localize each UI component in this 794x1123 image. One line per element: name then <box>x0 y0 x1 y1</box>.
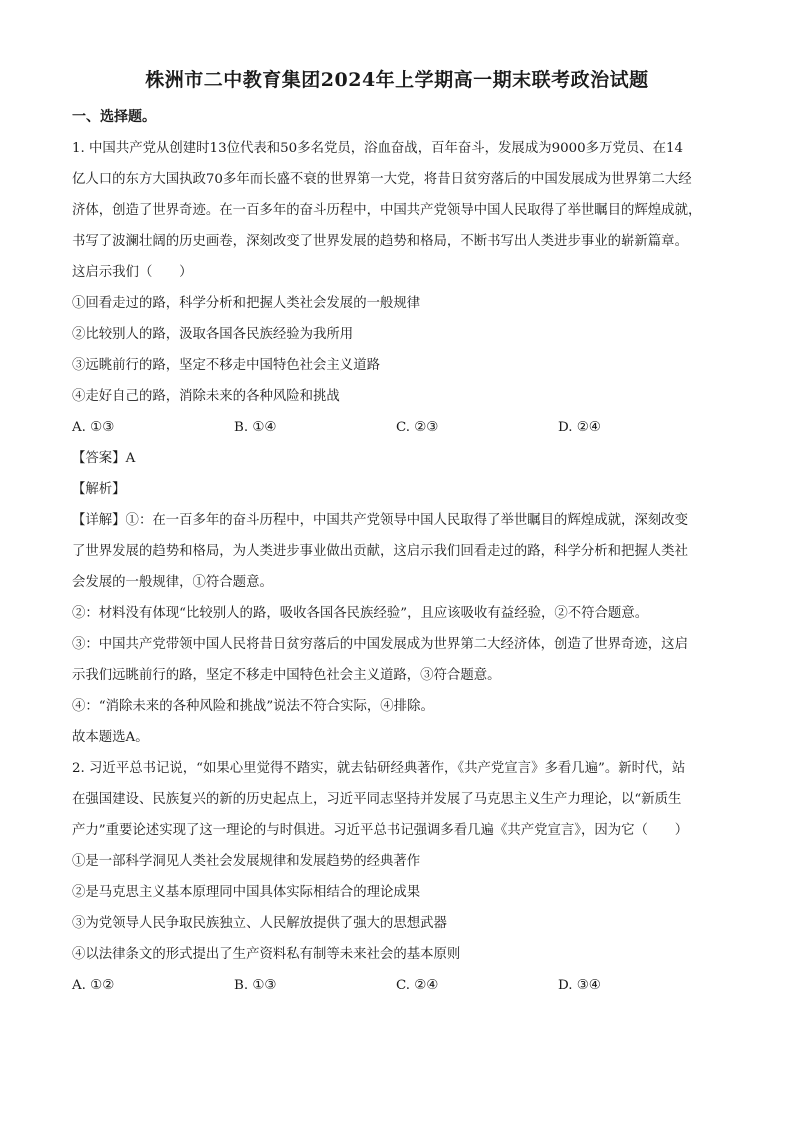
q2-stem-line-3: 产力”重要论述实现了这一理论的与时俱进。习近平总书记强调多看几遍《共产党宣言》，因为它（ ） <box>72 823 689 838</box>
q2-stem-line-1: 2. 习近平总书记说，“如果心里觉得不踏实，就去钻研经典著作，《共产党宣言》多看几遍”。新时代，站 <box>72 761 686 776</box>
q1-option-a: A. ①③ <box>72 420 115 435</box>
q1-option-d: D. ②④ <box>558 420 601 435</box>
q1-item-1: ①回看走过的路，科学分析和把握人类社会发展的一般规律 <box>72 296 421 311</box>
q2-item-3: ③为党领导人民争取民族独立、人民解放提供了强大的思想武器 <box>72 916 447 931</box>
q2-item-2: ②是马克思主义基本原理同中国具体实际相结合的理论成果 <box>72 885 421 900</box>
q1-item-3: ③远眺前行的路，坚定不移走中国特色社会主义道路 <box>72 358 380 373</box>
q2-option-d: D. ③④ <box>558 978 601 993</box>
q1-detail-line-4: ②：材料没有体现“比较别人的路，吸收各国各民族经验”，且应该吸收有益经验，②不符合题意。 <box>72 606 649 621</box>
q1-option-b: B. ①④ <box>234 420 277 435</box>
q1-stem-line-1: 1. 中国共产党从创建时13位代表和50多名党员，浴血奋战，百年奋斗，发展成为9000多万党员、在14 <box>72 141 684 156</box>
q1-detail-line-3: 会发展的一般规律，①符合题意。 <box>72 575 273 590</box>
q1-detail-line-2: 了世界发展的趋势和格局，为人类进步事业做出贡献，这启示我们回看走过的路，科学分析和把握人类社 <box>72 544 688 559</box>
q1-item-4: ④走好自己的路，消除未来的各种风险和挑战 <box>72 389 340 404</box>
q1-detail-line-8: 故本题选A。 <box>72 730 149 745</box>
q2-item-4: ④以法律条文的形式提出了生产资料私有制等未来社会的基本原则 <box>72 947 461 962</box>
q2-item-1: ①是一部科学洞见人类社会发展规律和发展趋势的经典著作 <box>72 854 421 869</box>
q1-detail-line-7: ④：“消除未来的各种风险和挑战”说法不符合实际，④排除。 <box>72 699 434 714</box>
q1-analysis-tag: 【解析】 <box>72 482 126 497</box>
q1-detail-line-5: ③：中国共产党带领中国人民将昔日贫穷落后的中国发展成为世界第二大经济体，创造了世界奇迹，这启 <box>72 637 688 652</box>
q1-options <box>72 412 722 443</box>
q1-stem-line-2: 亿人口的东方大国执政70多年而长盛不衰的世界第一大党，将昔日贫穷落后的中国发展成为世界第二大经 <box>72 172 692 187</box>
question-1 <box>72 133 722 753</box>
q1-detail-line-6: 示我们远眺前行的路，坚定不移走中国特色社会主义道路，③符合题意。 <box>72 668 501 683</box>
q2-stem-line-2: 在强国建设、民族复兴的新的历史起点上，习近平同志坚持并发展了马克思主义生产力理论，以“新质生 <box>72 792 682 807</box>
q2-option-c: C. ②④ <box>396 978 439 993</box>
answer-value: A <box>125 451 136 466</box>
q2-option-b: B. ①③ <box>234 978 277 993</box>
q1-answer <box>72 443 722 474</box>
q1-detail-line-1: 【详解】①：在一百多年的奋斗历程中，中国共产党领导中国人民取得了举世瞩目的辉煌成就，深刻改变 <box>72 513 688 528</box>
section-heading: 一、选择题。 <box>72 109 156 125</box>
exam-page <box>72 62 722 1001</box>
q1-stem-line-5: 这启示我们（ ） <box>72 265 193 280</box>
q1-option-c: C. ②③ <box>396 420 439 435</box>
q1-item-2: ②比较别人的路，汲取各国各民族经验为我所用 <box>72 327 354 342</box>
q1-stem-line-4: 书写了波澜壮阔的历史画卷，深刻改变了世界发展的趋势和格局，不断书写出人类进步事业的崭新篇章。 <box>72 234 688 249</box>
q2-option-a: A. ①② <box>72 978 115 993</box>
page-title: 株洲市二中教育集团2024年上学期高一期末联考政治试题 <box>145 69 649 91</box>
q2-options <box>72 970 722 1001</box>
q1-stem-line-3: 济体，创造了世界奇迹。在一百多年的奋斗历程中，中国共产党领导中国人民取得了举世瞩目的辉煌成就， <box>72 203 702 218</box>
answer-tag: 【答案】 <box>72 451 126 466</box>
question-2 <box>72 753 722 1001</box>
